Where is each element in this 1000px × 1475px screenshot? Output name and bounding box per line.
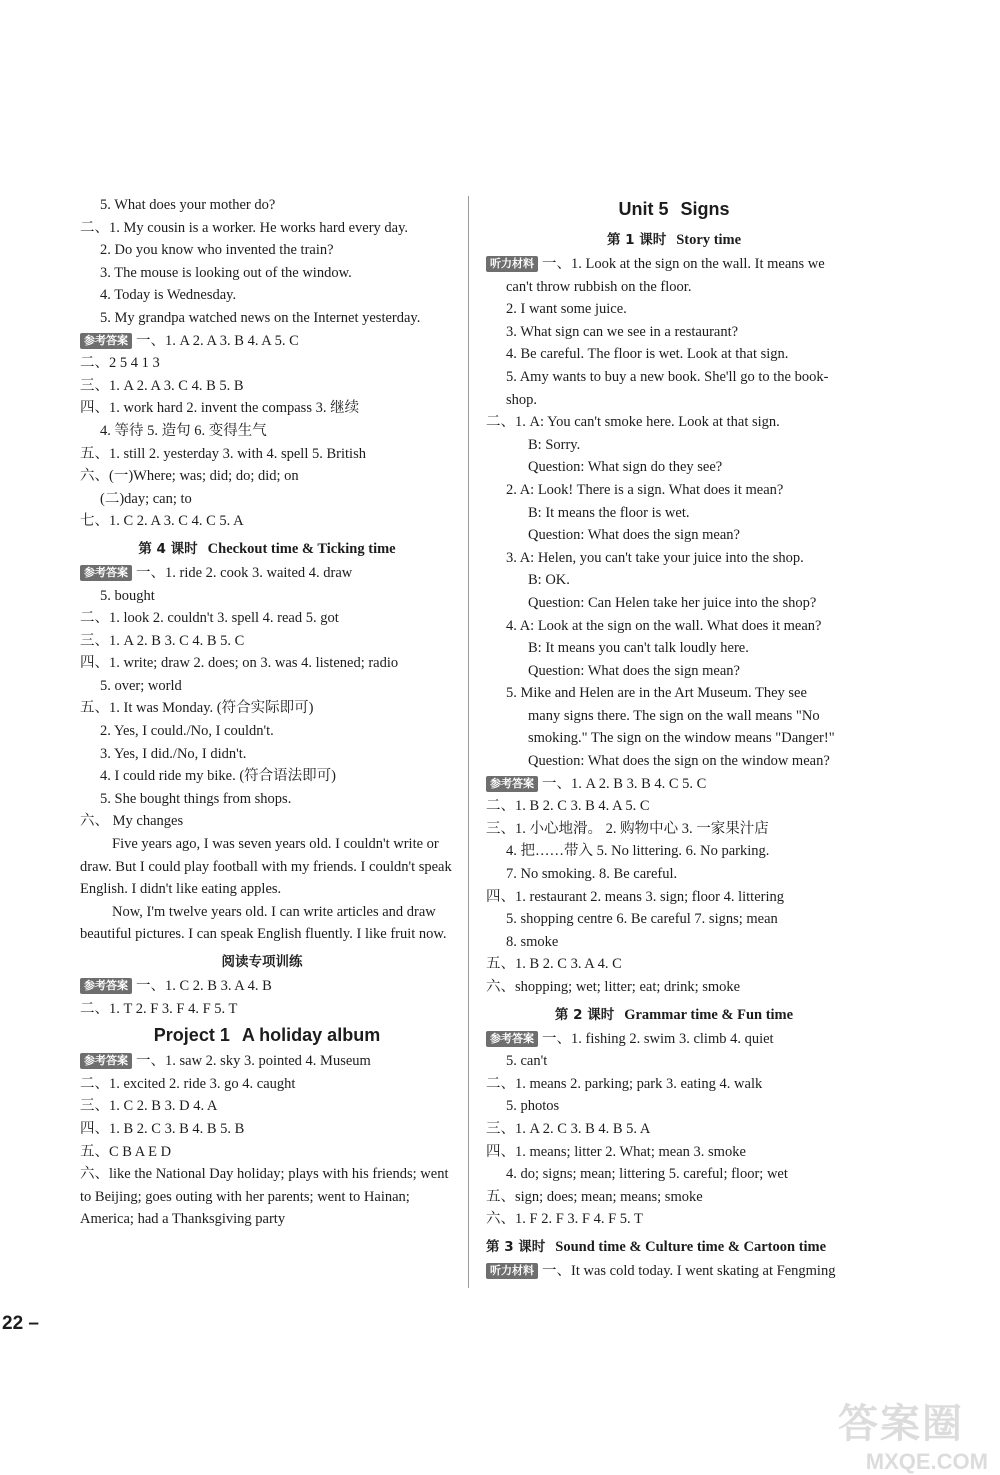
line-text: 一、1. Look at the sign on the wall. It means we: [542, 256, 825, 272]
answer-line: [486, 1095, 862, 1118]
section-tag: 参考答案: [80, 1053, 132, 1069]
line-text: 二、1. My cousin is a worker. He works hard every day.: [80, 219, 409, 236]
line-text: 3. Yes, I did./No, I didn't.: [100, 745, 247, 762]
line-text: 二、1. excited 2. ride 3. go 4. caught: [80, 1075, 296, 1092]
line-text: 三、1. 小心地滑。 2. 购物中心 3. 一家果汁店: [486, 820, 769, 837]
answer-line: [486, 660, 862, 683]
answer-line: [486, 863, 862, 886]
answer-line: [80, 788, 454, 811]
answer-line: [80, 675, 454, 698]
unit-title: [486, 194, 862, 224]
line-text: 六、(一)Where; was; did; do; did; on: [80, 468, 299, 485]
line-text: B: OK.: [528, 572, 570, 589]
answer-line: [80, 1050, 454, 1073]
line-text: Now, I'm twelve years old. I can write articles and draw beautiful pictures. I can speak English fluently. I like fruit now.: [80, 903, 447, 943]
answer-line: [486, 321, 862, 344]
answer-line: [486, 276, 862, 299]
answer-line: [486, 818, 862, 841]
answer-line: [486, 637, 862, 660]
line-text: 4. do; signs; mean; littering 5. careful; floor; wet: [506, 1166, 788, 1183]
answer-line: [486, 886, 862, 909]
answer-line: [486, 1073, 862, 1096]
watermark-logo: [838, 1392, 988, 1474]
line-text: 3. The mouse is looking out of the window.: [100, 264, 352, 281]
answer-line: [80, 239, 454, 262]
answer-line: [486, 343, 862, 366]
answer-line: [486, 434, 862, 457]
line-text: 六、 My changes: [80, 813, 184, 830]
answer-line: [80, 743, 454, 766]
line-text: 5. over; world: [100, 677, 182, 694]
answer-line: [486, 1186, 862, 1209]
line-text: 五、1. It was Monday. (符合实际即可): [80, 700, 314, 717]
line-text: 5. bought: [100, 587, 155, 604]
answer-line: [80, 1073, 454, 1096]
line-text: 3. What sign can we see in a restaurant?: [506, 323, 739, 340]
line-text: Five years ago, I was seven years old. I couldn't write or draw. But I could play football with my friends. I couldn't speak English. I didn't like eating apples.: [80, 836, 452, 898]
line-text: 三、1. A 2. B 3. C 4. B 5. C: [80, 632, 245, 649]
line-text: 4. A: Look at the sign on the wall. What does it mean?: [506, 617, 822, 634]
line-text: 4. 等待 5. 造句 6. 变得生气: [100, 422, 267, 439]
answer-line: [80, 607, 454, 630]
answer-line: [80, 901, 454, 946]
unit-title-number: Project 1: [153, 1025, 230, 1046]
lesson-number: 第 1 课时: [606, 232, 667, 248]
lesson-number: 第 3 课时: [486, 1238, 546, 1255]
left-column: [80, 194, 454, 1231]
line-text: can't throw rubbish on the floor.: [506, 278, 692, 295]
section-tag: 听力材料: [486, 1263, 538, 1279]
line-text: 五、1. B 2. C 3. A 4. C: [486, 956, 622, 973]
line-text: shop.: [506, 391, 538, 408]
line-text: 一、1. fishing 2. swim 3. climb 4. quiet: [542, 1030, 774, 1047]
lesson-heading: [486, 228, 862, 253]
answer-line: [486, 298, 862, 321]
answer-line: [80, 1095, 454, 1118]
answer-line: [486, 908, 862, 931]
unit-title-name: A holiday album: [241, 1025, 381, 1046]
line-text: (二)day; can; to: [100, 490, 192, 507]
line-text: 2. Do you know who invented the train?: [100, 242, 334, 259]
line-text: 2. Yes, I could./No, I couldn't.: [100, 723, 274, 740]
line-text: 四、1. means; litter 2. What; mean 3. smoke: [486, 1143, 746, 1160]
line-text: 五、1. still 2. yesterday 3. with 4. spell 5. British: [80, 445, 366, 462]
section-tag: 参考答案: [80, 333, 132, 349]
answer-line: [80, 998, 454, 1021]
answer-line: [80, 217, 454, 240]
line-text: 一、It was cold today. I went skating at Fengming: [542, 1262, 836, 1279]
answer-line: [80, 1141, 454, 1164]
lesson-number: 第 2 课时: [554, 1006, 615, 1023]
answer-line: [80, 510, 454, 533]
lesson-title: Sound time & Culture time & Cartoon time: [555, 1238, 827, 1255]
answer-line: [486, 1163, 862, 1186]
line-text: Question: Can Helen take her juice into the shop?: [528, 594, 817, 611]
answer-line: [486, 547, 862, 570]
answer-line: [80, 420, 454, 443]
line-text: 7. No smoking. 8. Be careful.: [506, 866, 678, 883]
column-divider: [468, 196, 469, 1288]
answer-line: [80, 720, 454, 743]
lesson-number: 阅读专项训练: [221, 954, 303, 970]
right-column: [486, 194, 862, 1283]
answer-line: [80, 697, 454, 720]
answer-line: [486, 931, 862, 954]
answer-line: [486, 569, 862, 592]
lesson-heading: [486, 1003, 862, 1028]
line-text: B: It means the floor is wet.: [528, 504, 690, 521]
line-text: 4. 把……带入 5. No littering. 6. No parking.: [506, 843, 770, 860]
line-text: 二、1. A: You can't smoke here. Look at that sign.: [486, 414, 780, 431]
line-text: 四、1. work hard 2. invent the compass 3. 继续: [80, 400, 360, 417]
line-text: 五、C B A E D: [80, 1143, 172, 1160]
line-text: 一、1. saw 2. sky 3. pointed 4. Museum: [136, 1053, 371, 1070]
answer-line: [80, 585, 454, 608]
line-text: 3. A: Helen, you can't take your juice into the shop.: [506, 549, 804, 566]
line-text: 5. My grandpa watched news on the Internet yesterday.: [100, 309, 421, 326]
line-text: 5. Amy wants to buy a new book. She'll go to the book-: [506, 368, 829, 385]
line-text: 2. I want some juice.: [506, 301, 627, 318]
answer-line: [80, 307, 454, 330]
lesson-title: Story time: [676, 232, 742, 248]
line-text: 四、1. write; draw 2. does; on 3. was 4. listened; radio: [80, 655, 399, 672]
section-tag: 听力材料: [486, 256, 538, 272]
answer-line: [486, 727, 862, 750]
line-text: 4. Be careful. The floor is wet. Look at that sign.: [506, 346, 789, 363]
watermark-text-cn: 答案圈: [838, 1401, 964, 1447]
lesson-title: Checkout time & Ticking time: [207, 540, 396, 557]
line-text: 四、1. restaurant 2. means 3. sign; floor 4. littering: [486, 888, 785, 905]
answer-line: [486, 1208, 862, 1231]
answer-line: [486, 1118, 862, 1141]
line-text: 一、1. ride 2. cook 3. waited 4. draw: [136, 564, 353, 581]
line-text: 三、1. A 2. C 3. B 4. B 5. A: [486, 1120, 651, 1137]
line-text: 一、1. A 2. B 3. B 4. C 5. C: [542, 775, 707, 792]
page-number: 22 –: [2, 1313, 39, 1334]
section-tag: 参考答案: [486, 776, 538, 792]
answer-line: [486, 682, 862, 705]
answer-line: [486, 705, 862, 728]
answer-line: [80, 397, 454, 420]
answer-line: [80, 284, 454, 307]
line-text: Question: What does the sign mean?: [528, 527, 740, 544]
unit-title-number: Unit 5: [618, 199, 669, 219]
line-text: 四、1. B 2. C 3. B 4. B 5. B: [80, 1120, 245, 1137]
line-text: 5. What does your mother do?: [100, 197, 276, 213]
line-text: 4. I could ride my bike. (符合语法即可): [100, 768, 336, 785]
line-text: B: It means you can't talk loudly here.: [528, 640, 749, 657]
section-tag: 参考答案: [486, 1031, 538, 1047]
line-text: 六、shopping; wet; litter; eat; drink; smoke: [486, 979, 741, 995]
answer-line: [486, 1260, 862, 1283]
answer-line: [486, 456, 862, 479]
line-text: 2. A: Look! There is a sign. What does it mean?: [506, 481, 784, 498]
answer-line: [486, 389, 862, 412]
line-text: smoking." The sign on the window means "Danger!": [528, 730, 835, 747]
answer-line: [486, 1141, 862, 1164]
answer-line: [80, 194, 454, 217]
line-text: 六、1. F 2. F 3. F 4. F 5. T: [486, 1211, 643, 1228]
line-text: Question: What sign do they see?: [528, 459, 723, 476]
line-text: 5. can't: [506, 1053, 548, 1070]
line-text: 二、1. look 2. couldn't 3. spell 4. read 5. got: [80, 610, 339, 627]
line-text: Question: What does the sign mean?: [528, 662, 740, 679]
line-text: 一、1. A 2. A 3. B 4. A 5. C: [136, 332, 299, 349]
unit-title: [80, 1020, 454, 1050]
answer-line: [80, 352, 454, 375]
answer-line: [80, 765, 454, 788]
answer-line: [80, 833, 454, 901]
answer-line: [80, 262, 454, 285]
lesson-number: 第 4 课时: [138, 540, 198, 557]
line-text: 六、like the National Day holiday; plays with his friends; went to Beijing; goes outing with her parents; went to Hainan; America; had a Thanksgiving party: [80, 1166, 449, 1228]
answer-line: [80, 330, 454, 353]
line-text: 五、sign; does; mean; means; smoke: [486, 1188, 703, 1205]
answer-line: [80, 810, 454, 833]
lesson-heading: [80, 537, 454, 562]
answer-line: [486, 524, 862, 547]
answer-line: [80, 630, 454, 653]
line-text: 二、1. means 2. parking; park 3. eating 4. walk: [486, 1075, 763, 1092]
lesson-title: Grammar time & Fun time: [624, 1006, 794, 1023]
answer-line: [80, 652, 454, 675]
answer-line: [486, 615, 862, 638]
answer-line: [80, 375, 454, 398]
answer-line: [80, 975, 454, 998]
answer-line: [486, 840, 862, 863]
line-text: many signs there. The sign on the wall means "No: [528, 707, 820, 724]
line-text: 一、1. C 2. B 3. A 4. B: [136, 978, 272, 994]
answer-line: [486, 1028, 862, 1051]
line-text: B: Sorry.: [528, 436, 581, 453]
line-text: 七、1. C 2. A 3. C 4. C 5. A: [80, 513, 244, 530]
line-text: 二、2 5 4 1 3: [80, 355, 160, 372]
line-text: 5. She bought things from shops.: [100, 790, 292, 807]
line-text: 二、1. T 2. F 3. F 4. F 5. T: [80, 1000, 238, 1017]
answer-line: [80, 488, 454, 511]
answer-line: [486, 953, 862, 976]
line-text: 8. smoke: [506, 933, 559, 950]
answer-line: [486, 750, 862, 773]
answer-line: [80, 562, 454, 585]
section-tag: 参考答案: [80, 978, 132, 994]
answer-line: [486, 479, 862, 502]
answer-line: [80, 1118, 454, 1141]
watermark-text-en: MXQE.COM: [865, 1449, 988, 1474]
answer-line: [80, 1163, 454, 1231]
answer-line: [80, 443, 454, 466]
line-text: 三、1. C 2. B 3. D 4. A: [80, 1098, 218, 1115]
section-tag: 参考答案: [80, 565, 132, 581]
line-text: Question: What does the sign on the window mean?: [528, 753, 830, 770]
line-text: 5. photos: [506, 1098, 560, 1115]
answer-line: [486, 592, 862, 615]
line-text: 4. Today is Wednesday.: [100, 287, 237, 304]
answer-line: [486, 411, 862, 434]
line-text: 二、1. B 2. C 3. B 4. A 5. C: [486, 798, 650, 815]
line-text: 三、1. A 2. A 3. C 4. B 5. B: [80, 377, 244, 394]
answer-line: [486, 253, 862, 276]
lesson-heading: [486, 1235, 862, 1260]
answer-line: [486, 1050, 862, 1073]
answer-line: [486, 795, 862, 818]
answer-line: [486, 773, 862, 796]
line-text: 5. shopping centre 6. Be careful 7. signs; mean: [506, 911, 778, 928]
answer-line: [486, 366, 862, 389]
unit-title-name: Signs: [680, 199, 730, 219]
line-text: 5. Mike and Helen are in the Art Museum. They see: [506, 685, 807, 702]
lesson-heading: [80, 950, 454, 975]
answer-line: [80, 465, 454, 488]
answer-line: [486, 502, 862, 525]
answer-line: [486, 976, 862, 999]
